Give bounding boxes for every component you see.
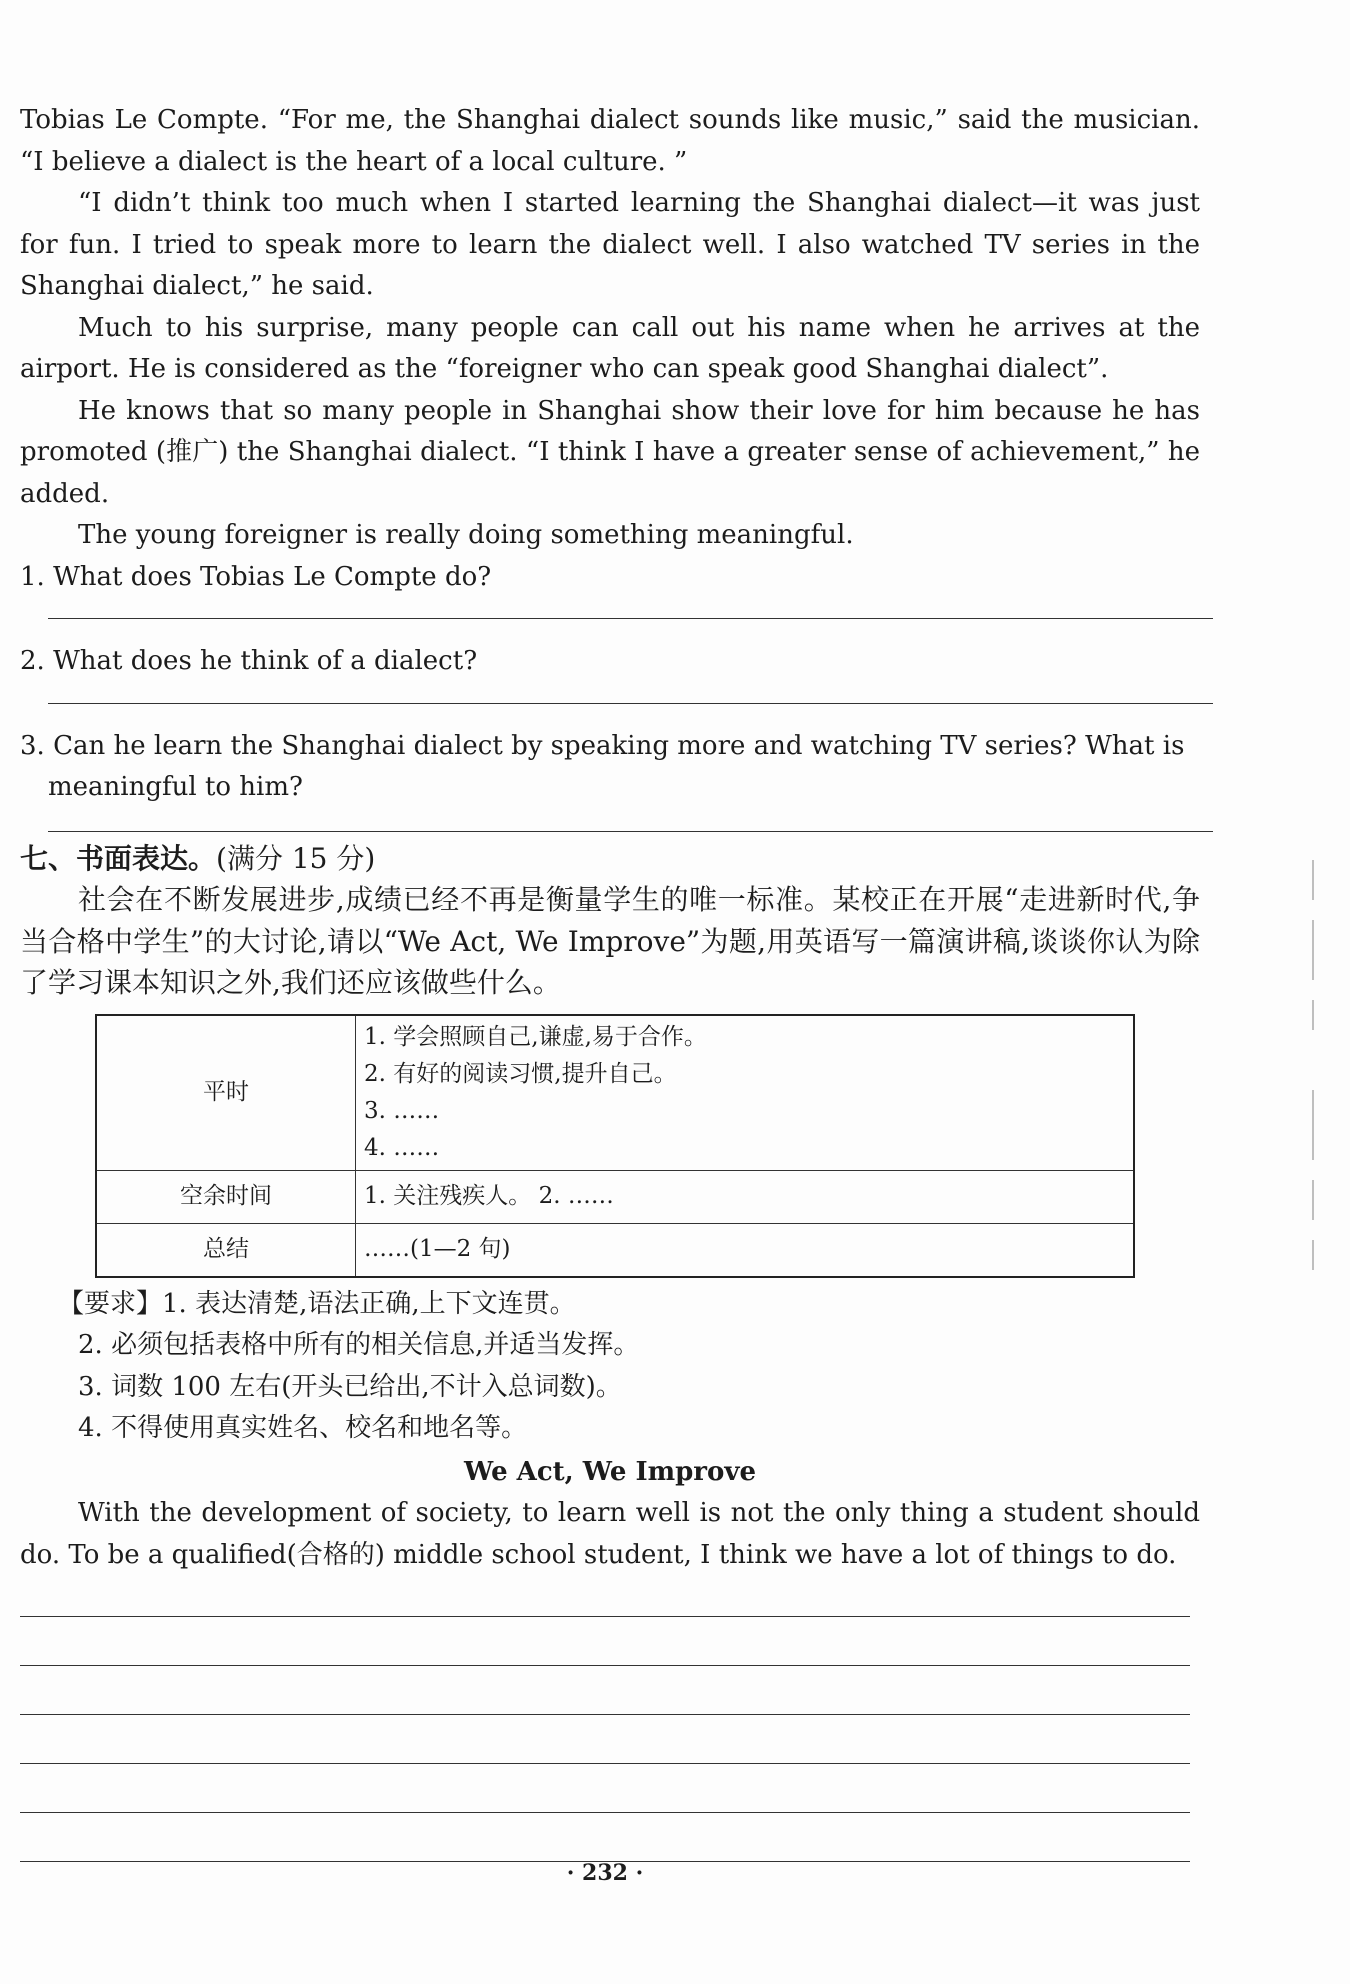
answer-line-3[interactable] [48,831,1213,832]
scan-edge-mark [1312,1180,1314,1220]
essay-title: We Act, We Improve [463,1456,756,1487]
requirements [20,1284,1200,1450]
table-row [96,1015,1134,1171]
writing-line[interactable] [20,1812,1190,1813]
requirement-item: 4. 不得使用真实姓名、校名和地名等。 [78,1413,528,1443]
table-row [96,1223,1134,1277]
question-1: 1. What does Tobias Le Compte do? [20,561,492,592]
scan-edge-mark [1312,1090,1314,1160]
table-row-content: 1. 关注残疾人。 2. …… [356,1170,1135,1223]
passage-paragraph-4: He knows that so many people in Shanghai show their love for him because he has promoted (推广) the Shanghai dialect. “I think I have a greater sense of achievement,” he added. [20,395,1200,509]
section-7-title: 七、书面表达。 [20,841,217,875]
outline-table [95,1014,1135,1278]
table-row-content [356,1015,1135,1171]
passage-paragraph-5: The young foreigner is really doing something meaningful. [78,520,854,550]
writing-area [20,1616,1200,1862]
table-row [96,1170,1134,1223]
requirement-item: 2. 必须包括表格中所有的相关信息,并适当发挥。 [78,1330,640,1360]
requirement-item: 【要求】1. 表达清楚,语法正确,上下文连贯。 [58,1288,576,1319]
table-row-label: 平时 [96,1015,356,1171]
table-item: 4. …… [364,1134,440,1161]
table-item: 2. 有好的阅读习惯,提升自己。 [364,1060,677,1087]
question-2: 2. What does he think of a dialect? [20,646,478,676]
passage-paragraph-3: Much to his surprise, many people can call out his name when he arrives at the airport. He is considered as the “foreigner who can speak good Shanghai dialect”. [20,312,1200,384]
section-7-heading [20,838,1200,880]
writing-line[interactable] [20,1763,1190,1764]
page-content [20,100,1200,1862]
scan-edge-mark [1312,1000,1314,1030]
table-row-label: 总结 [96,1223,356,1277]
scan-edge-mark [1312,920,1314,980]
table-row-content: ……(1—2 句) [356,1223,1135,1277]
passage-paragraph-1: Tobias Le Compte. “For me, the Shanghai dialect sounds like music,” said the musician. “I believe a dialect is the heart of a local culture. ” [20,105,1200,177]
table-row-label: 空余时间 [96,1170,356,1223]
page-number: · 232 · [566,1860,644,1886]
scan-edge-mark [1312,860,1314,900]
essay-opening: With the development of society, to learn well is not the only thing a student should do. To be a qualified(合格的) middle school student, I think we have a lot of things to do. [20,1498,1200,1570]
writing-line[interactable] [20,1616,1190,1617]
writing-line[interactable] [20,1714,1190,1715]
requirement-item: 3. 词数 100 左右(开头已给出,不计入总词数)。 [78,1371,622,1402]
passage-paragraph-2: “I didn’t think too much when I started learning the Shanghai dialect—it was just for fun. I tried to speak more to learn the dialect well. I also watched TV series in the Shanghai dialect,” he said. [20,188,1200,301]
table-item: 3. …… [364,1097,440,1124]
writing-line[interactable] [20,1665,1190,1666]
writing-prompt: 社会在不断发展进步,成绩已经不再是衡量学生的唯一标准。某校正在开展“走进新时代,争当合格中学生”的大讨论,请以“We Act, We Improve”为题,用英语写一篇演讲稿,谈谈你认为除了学习课本知识之外,我们还应该做些什么。 [20,883,1200,999]
question-3: 3. Can he learn the Shanghai dialect by speaking more and watching TV series? What is meaningful to him? [20,730,1185,802]
table-item: 1. 学会照顾自己,谦虚,易于合作。 [364,1023,707,1050]
scan-edge-mark [1312,1240,1314,1270]
section-7-score: (满分 15 分) [216,841,376,875]
